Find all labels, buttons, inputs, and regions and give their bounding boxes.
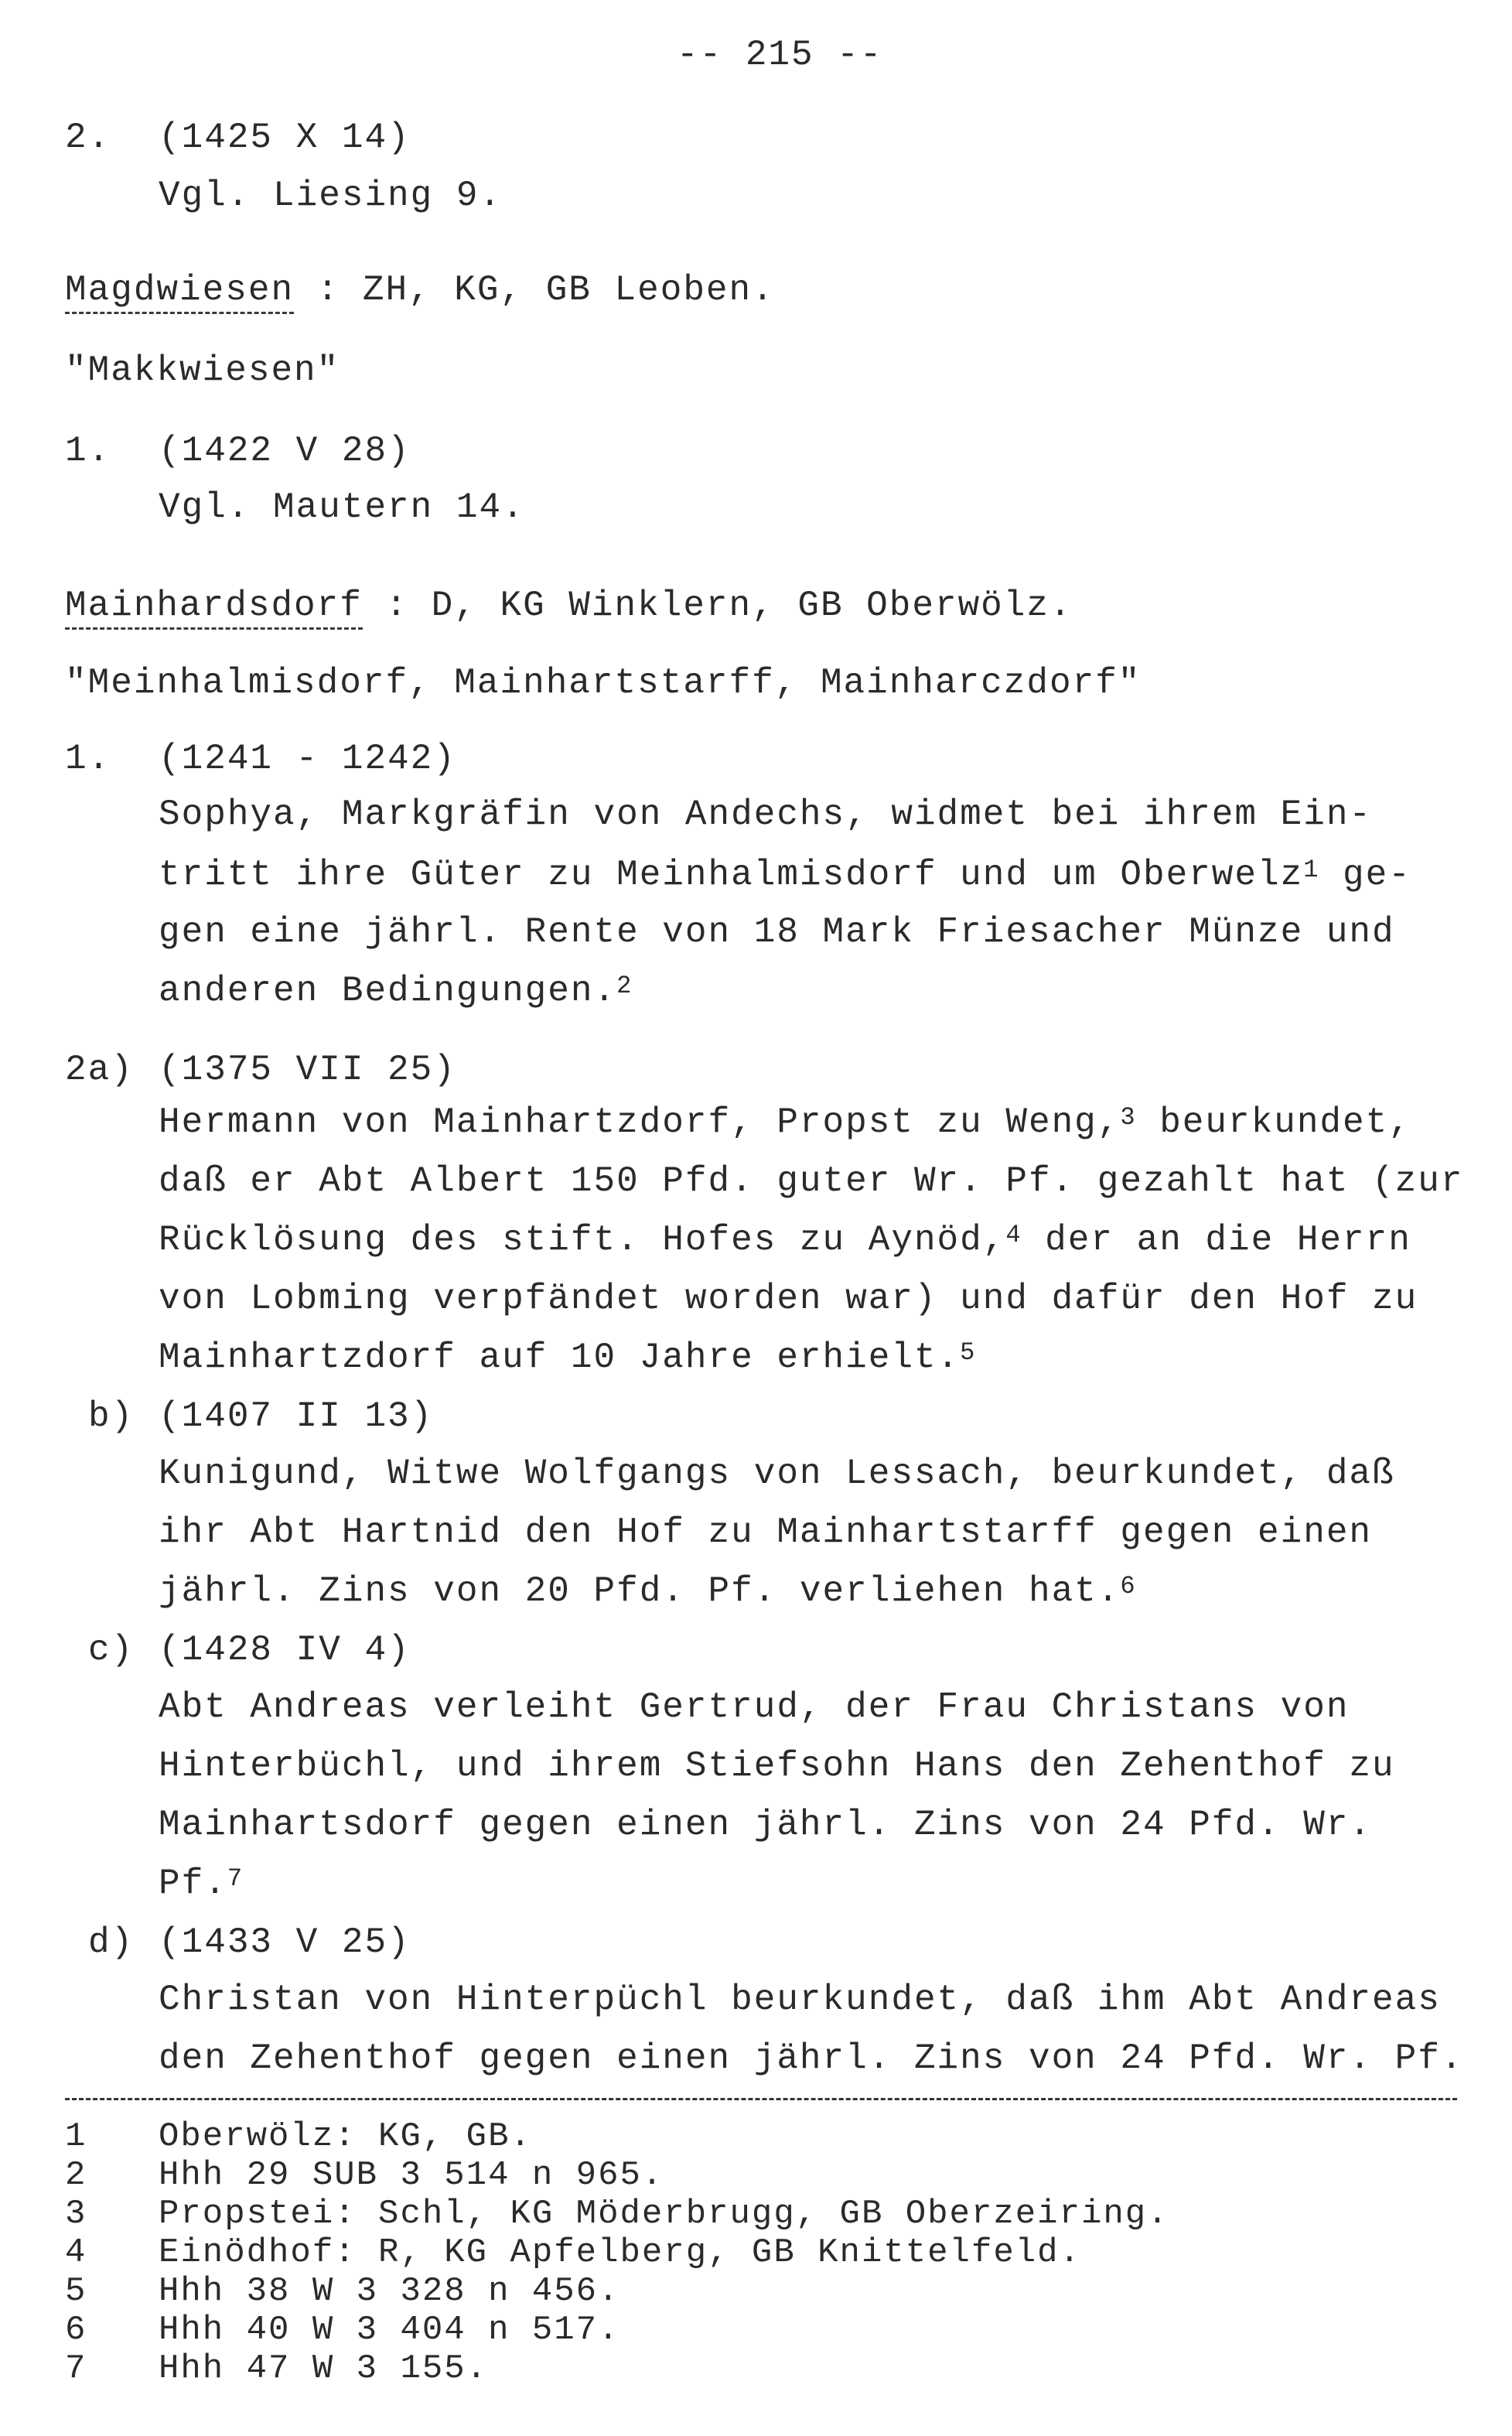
entry-date: (1375 VII 25) — [159, 1050, 456, 1090]
footnote-text: Oberwölz: KG, GB. — [159, 2117, 532, 2156]
footnote-number: 3 — [65, 2195, 87, 2233]
entry-text: daß er Abt Albert 150 Pfd. guter Wr. Pf. gezahlt hat (zur — [159, 1161, 1464, 1201]
footnote-ref: 2 — [616, 972, 633, 1000]
entry-text — [159, 1102, 1411, 1143]
entry-date: (1428 IV 4) — [159, 1630, 411, 1670]
entry-text-part: anderen Bedingungen. — [159, 971, 617, 1011]
footnote-ref: 6 — [1120, 1572, 1137, 1601]
entry-number: 2a) — [65, 1050, 134, 1090]
entry-text-part: tritt ihre Güter zu Meinhalmisdorf und um Oberwelz — [159, 855, 1304, 895]
entry-date: (1425 X 14) — [159, 118, 411, 158]
entry-text-part: Rücklösung des stift. Hofes zu Aynöd, — [159, 1220, 1006, 1260]
entry-text-part: ge- — [1319, 855, 1411, 895]
page-number: -- 215 -- — [677, 35, 883, 75]
entry-text: den Zehenthof gegen einen jährl. Zins von 24 Pfd. Wr. Pf. — [159, 2038, 1464, 2079]
footnote-number: 5 — [65, 2272, 87, 2311]
entry-text-part: der an die Herrn — [1022, 1220, 1411, 1260]
footnote-text: Propstei: Schl, KG Möderbrugg, GB Oberzeiring. — [159, 2195, 1169, 2233]
place-info: : ZH, KG, GB Leoben. — [316, 270, 775, 310]
place-name: Mainhardsdorf — [65, 586, 363, 630]
footnote-number: 1 — [65, 2117, 87, 2156]
footnote-ref: 3 — [1120, 1103, 1137, 1132]
entry-text-part: Mainhartzdorf auf 10 Jahre erhielt. — [159, 1338, 961, 1378]
entry-text: Vgl. Mautern 14. — [159, 487, 525, 528]
place-variants: "Makkwiesen" — [65, 350, 340, 391]
footnote-text: Hhh 47 W 3 155. — [159, 2349, 489, 2388]
entry-number: d) — [88, 1922, 135, 1963]
footnote-ref: 5 — [960, 1338, 977, 1367]
entry-text-part: jährl. Zins von 20 Pfd. Pf. verliehen hat. — [159, 1571, 1121, 1611]
footnote-ref: 1 — [1303, 856, 1320, 884]
entry-text: Sophya, Markgräfin von Andechs, widmet bei ihrem Ein- — [159, 794, 1373, 835]
entry-text-part: Hermann von Mainhartzdorf, Propst zu Weng, — [159, 1102, 1121, 1143]
entry-number: 1. — [65, 739, 111, 779]
entry-text-part: Pf. — [159, 1864, 227, 1904]
footnote-text: Einödhof: R, KG Apfelberg, GB Knittelfeld. — [159, 2233, 1081, 2272]
entry-text: von Lobming verpfändet worden war) und dafür den Hof zu — [159, 1279, 1418, 1319]
footnote-number: 2 — [65, 2156, 87, 2195]
entry-date: (1241 - 1242) — [159, 739, 456, 779]
place-heading — [65, 588, 1073, 624]
entry-text — [159, 1338, 977, 1378]
footnote-ref: 4 — [1005, 1221, 1022, 1249]
entry-number: 1. — [65, 431, 111, 471]
entry-text: Mainhartsdorf gegen einen jährl. Zins von 24 Pfd. Wr. — [159, 1805, 1373, 1845]
entry-date: (1407 II 13) — [159, 1396, 434, 1437]
footnote-text: Hhh 29 SUB 3 514 n 965. — [159, 2156, 664, 2195]
footnote-divider — [65, 2098, 1457, 2100]
entry-text: gen eine jährl. Rente von 18 Mark Friesacher Münze und — [159, 912, 1395, 952]
entry-text — [159, 857, 1411, 893]
entry-text — [159, 973, 633, 1009]
entry-text: Hinterbüchl, und ihrem Stiefsohn Hans den Zehenthof zu — [159, 1746, 1395, 1786]
entry-number: c) — [88, 1630, 135, 1670]
place-name: Magdwiesen — [65, 270, 294, 314]
entry-text: Abt Andreas verleiht Gertrud, der Frau Christans von — [159, 1687, 1350, 1727]
footnote-ref: 7 — [227, 1864, 244, 1893]
entry-text: Kunigund, Witwe Wolfgangs von Lessach, beurkundet, daß — [159, 1454, 1395, 1494]
entry-text: ihr Abt Hartnid den Hof zu Mainhartstarff gegen einen — [159, 1512, 1373, 1553]
footnote-number: 7 — [65, 2349, 87, 2388]
entry-text — [159, 1573, 1137, 1609]
entry-date: (1422 V 28) — [159, 431, 411, 471]
footnote-number: 4 — [65, 2233, 87, 2272]
place-heading — [65, 272, 775, 308]
footnote-number: 6 — [65, 2311, 87, 2349]
entry-text — [159, 1864, 244, 1904]
place-variants: "Meinhalmisdorf, Mainhartstarff, Mainharczdorf" — [65, 663, 1142, 703]
entry-text: Christan von Hinterpüchl beurkundet, daß ihm Abt Andreas — [159, 1980, 1441, 2020]
place-info: : D, KG Winklern, GB Oberwölz. — [385, 586, 1073, 626]
footnote-text: Hhh 38 W 3 328 n 456. — [159, 2272, 620, 2311]
entry-number: b) — [88, 1396, 135, 1437]
entry-text — [159, 1222, 1411, 1258]
entry-text: Vgl. Liesing 9. — [159, 176, 503, 216]
entry-number: 2. — [65, 118, 111, 158]
entry-date: (1433 V 25) — [159, 1922, 411, 1963]
footnote-text: Hhh 40 W 3 404 n 517. — [159, 2311, 620, 2349]
entry-text-part: beurkundet, — [1136, 1102, 1411, 1143]
